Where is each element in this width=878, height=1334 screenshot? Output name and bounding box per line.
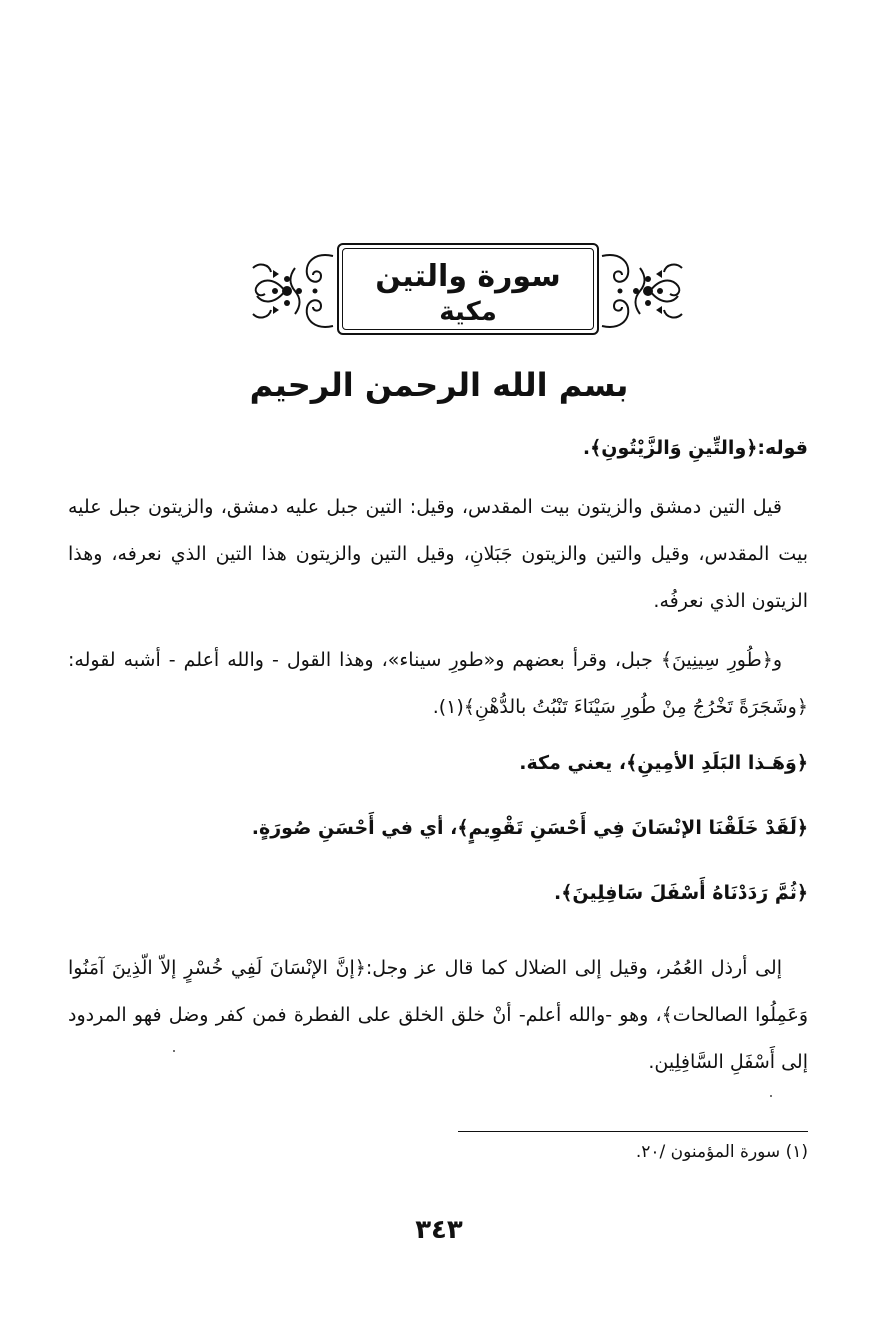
footnote: (١) سورة المؤمنون /٢٠.: [635, 1142, 808, 1162]
scan-speck: [173, 1050, 175, 1052]
paragraph-verse-4: ﴿لَقَدْ خَلَقْنَا الإنْسَانَ فِي أَحْسَنِ تَقْوِيمٍ﴾، أي في أَحْسَنِ صُورَةٍ.: [251, 817, 808, 839]
paragraph-commentary-3: إلى أرذل العُمُر، وقيل إلى الضلال كما قال عز وجل:﴿إنَّ الإنْسَانَ لَفِي خُسْرٍ إلاّ الّذِينَ آمَنُوا وَعَمِلُوا الصالحات﴾، وهو -والله أعلم- أنْ خلق الخلق على الفطرة فمن كفر وضل فهو المردود إلى أَسْفَلِ السَّافِلِين.: [68, 957, 808, 1073]
surah-type: مكية: [439, 297, 497, 327]
paragraph-commentary-2: و﴿طُورِ سِينِينَ﴾ جبل، وقرأ بعضهم و«طورِ سيناء»، وهذا القول - والله أعلم - أشبه لقوله: ﴿وشَجَرَةً تَخْرُجُ مِنْ طُورِ سَيْنَاءَ تَنْبُتُ بالدُّهْنِ﴾(١).: [68, 649, 808, 718]
floral-ornament-icon: [245, 248, 337, 334]
page-number: ٣٤٣: [415, 1215, 463, 1245]
paragraph-commentary-1: قيل التين دمشق والزيتون بيت المقدس، وقيل: التين جبل عليه دمشق، والزيتون جبل عليه بيت المقدس، وقيل والتين والزيتون جَبَلانِ، وقيل التين والزيتون هذا التين الذي نعرفه، وهذا الزيتون الذي نعرفُه.: [68, 496, 808, 612]
paragraph-verse-3: ﴿وَهَـذا البَلَدِ الأمِينِ﴾، يعني مكة.: [519, 752, 808, 774]
footnote-divider: [458, 1131, 808, 1132]
paragraph-verse-1: قوله:﴿والتِّينِ وَالزَّيْتُونِ﴾.: [582, 437, 808, 459]
basmala: بسم الله الرحمن الرحيم: [249, 366, 629, 404]
surah-title-frame: [337, 243, 599, 335]
floral-ornament-icon: [598, 248, 690, 334]
scan-speck: [770, 1095, 772, 1097]
paragraph-verse-5: ﴿ثُمَّ رَدَدْنَاهُ أَسْفَلَ سَافِلِينَ﴾.: [554, 882, 808, 904]
surah-name: سورة والتين: [375, 259, 561, 294]
